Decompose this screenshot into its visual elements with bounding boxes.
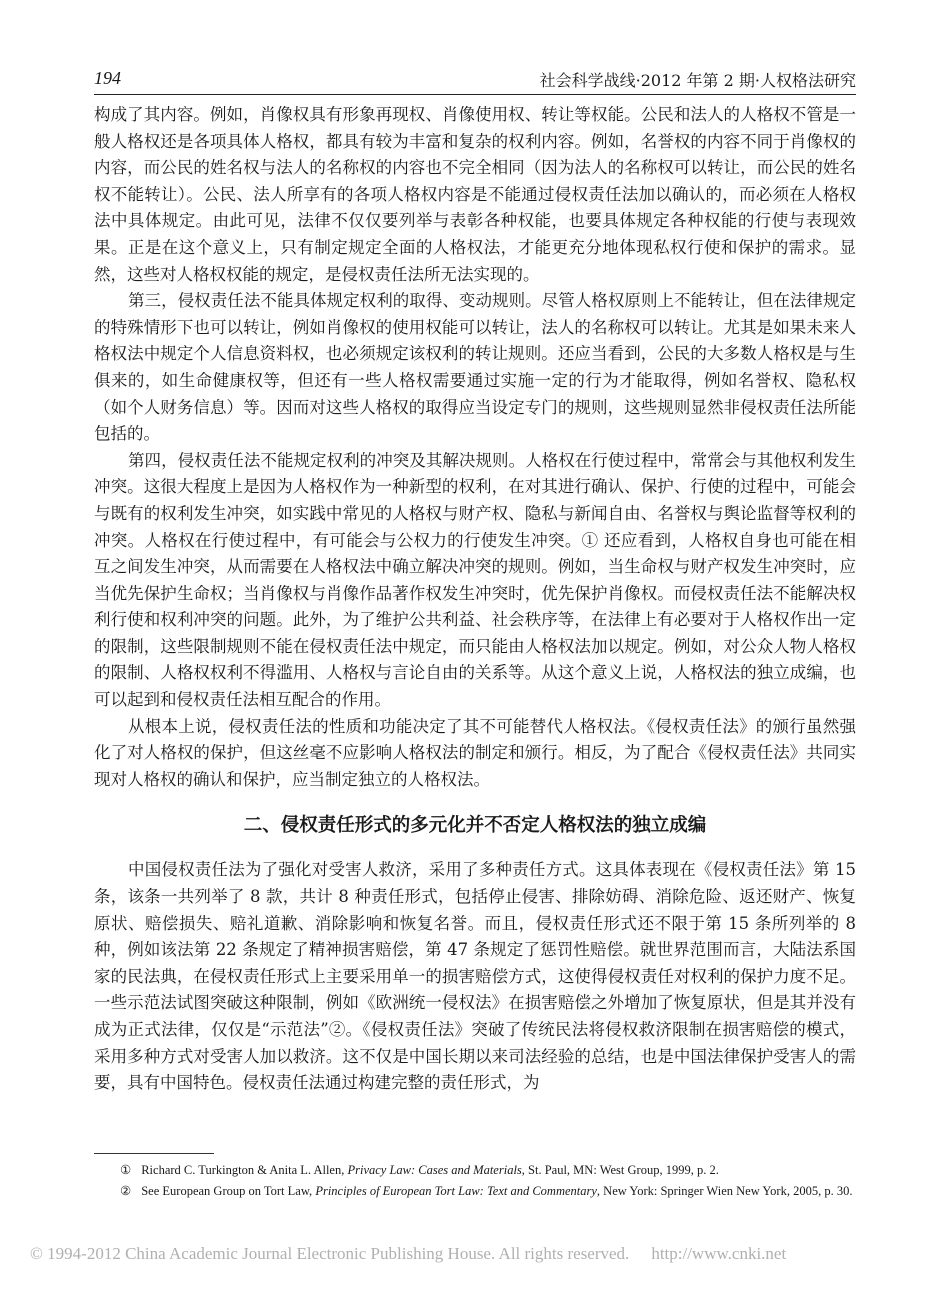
copyright-text: © 1994-2012 China Academic Journal Electronic Publishing House. All rights reserved. [30, 1244, 630, 1263]
footnote [94, 1181, 856, 1202]
footnotes [94, 1160, 856, 1202]
footnote-book-title: Principles of European Tort Law: Text and Commentary [315, 1184, 597, 1198]
section-heading: 二、侵权责任形式的多元化并不否定人格权法的独立成编 [243, 815, 707, 837]
paragraph: 构成了其内容。例如，肖像权具有形象再现权、肖像使用权、转让等权能。公民和法人的人格权不管是一般人格权还是各项具体人格权，都具有较为丰富和复杂的权利内容。例如，名誉权的内容不同于肖像权的内容，而公民的姓名权与法人的名称权的内容也不完全相同（因为法人的名称权可以转让，而公民的姓名权不能转让）。公民、法人所享有的各项人格权内容是不能通过侵权责任法加以确认的，而必须在人格权法中具体规定。由此可见，法律不仅仅要列举与表彰各种权能，也要具体规定各种权能的行使与表现效果。正是在这个意义上，只有制定规定全面的人格权法，才能更充分地体现私权行使和保护的需求。显然，这些对人格权权能的规定，是侵权责任法所无法实现的。 [94, 105, 856, 284]
footnote-book-title: Privacy Law: Cases and Materials [347, 1163, 522, 1177]
running-header [94, 62, 856, 95]
journal-title: 社会科学战线·2012 年第 2 期·人权格法研究 [539, 71, 856, 90]
footnote-text: See European Group on Tort Law, [141, 1184, 316, 1198]
footnote-divider [94, 1153, 214, 1154]
page-number: 194 [94, 68, 121, 88]
footnote-mark: ② [120, 1184, 132, 1198]
paragraph: 从根本上说，侵权责任法的性质和功能决定了其不可能替代人格权法。《侵权责任法》的颁行虽然强化了对人格权的保护，但这丝毫不应影响人格权法的制定和颁行。相反，为了配合《侵权责任法》共同实现对人格权的确认和保护，应当制定独立的人格权法。 [94, 716, 856, 789]
footnote-text: Richard C. Turkington & Anita L. Allen, [141, 1163, 348, 1177]
article-body [94, 102, 856, 1097]
footnote-text: , St. Paul, MN: West Group, 1999, p. 2. [521, 1163, 719, 1177]
footnote-text: , New York: Springer Wien New York, 2005, p. 30. [596, 1184, 853, 1198]
footnote-mark: ① [120, 1163, 132, 1177]
footnote [94, 1160, 856, 1181]
paragraph: 第三，侵权责任法不能具体规定权利的取得、变动规则。尽管人格权原则上不能转让，但在法律规定的特殊情形下也可以转让，例如肖像权的使用权能可以转让，法人的名称权可以转让。尤其是如果未来人格权法中规定个人信息资料权，也必须规定该权利的转让规则。还应当看到，公民的大多数人格权是与生俱来的，如生命健康权等，但还有一些人格权需要通过实施一定的行为才能取得，例如名誉权、隐私权（如个人财务信息）等。因而对这些人格权的取得应当设定专门的规则，这些规则显然非侵权责任法所能包括的。 [94, 291, 856, 444]
paragraph: 中国侵权责任法为了强化对受害人救济，采用了多种责任方式。这具体表现在《侵权责任法》第 15 条，该条一共列举了 8 款，共计 8 种责任形式，包括停止侵害、排除妨碍、消除危险、返还财产、恢复原状、赔偿损失、赔礼道歉、消除影响和恢复名誉。而且，侵权责任形式还不限于第 15 条所列举的 8 种，例如该法第 22 条规定了精神损害赔偿，第 47 条规定了惩罚性赔偿。就世界范围而言，大陆法系国家的民法典，在侵权责任形式上主要采用单一的损害赔偿方式，这使得侵权责任对权利的保护力度不足。一些示范法试图突破这种限制，例如《欧洲统一侵权法》在损害赔偿之外增加了恢复原状，但是其并没有成为正式法律，仅仅是“示范法”②。《侵权责任法》突破了传统民法将侵权救济限制在损害赔偿的模式，采用多种方式对受害人加以救济。这不仅是中国长期以来司法经验的总结，也是中国法律保护受害人的需要，具有中国特色。侵权责任法通过构建完整的责任形式，为 [94, 860, 856, 1093]
paragraph: 第四，侵权责任法不能规定权利的冲突及其解决规则。人格权在行使过程中，常常会与其他权利发生冲突。这很大程度上是因为人格权作为一种新型的权利，在对其进行确认、保护、行使的过程中，可能会与既有的权利发生冲突，如实践中常见的人格权与财产权、隐私与新闻自由、名誉权与舆论监督等权利的冲突。人格权在行使过程中，有可能会与公权力的行使发生冲突。① 还应看到，人格权自身也可能在相互之间发生冲突，从而需要在人格权法中确立解决冲突的规则。例如，当生命权与财产权发生冲突时，应当优先保护生命权；当肖像权与肖像作品著作权发生冲突时，优先保护肖像权。而侵权责任法不能解决权利行使和权利冲突的问题。此外，为了维护公共利益、社会秩序等，在法律上有必要对于人格权作出一定的限制，这些限制规则不能在侵权责任法中规定，而只能由人格权法加以规定。例如，对公众人物人格权的限制、人格权权利不得滥用、人格权与言论自由的关系等。从这个意义上说，人格权法的独立成编，也可以起到和侵权责任法相互配合的作用。 [94, 450, 856, 710]
cnki-url: http://www.cnki.net [651, 1244, 787, 1263]
copyright-watermark [30, 1244, 930, 1264]
